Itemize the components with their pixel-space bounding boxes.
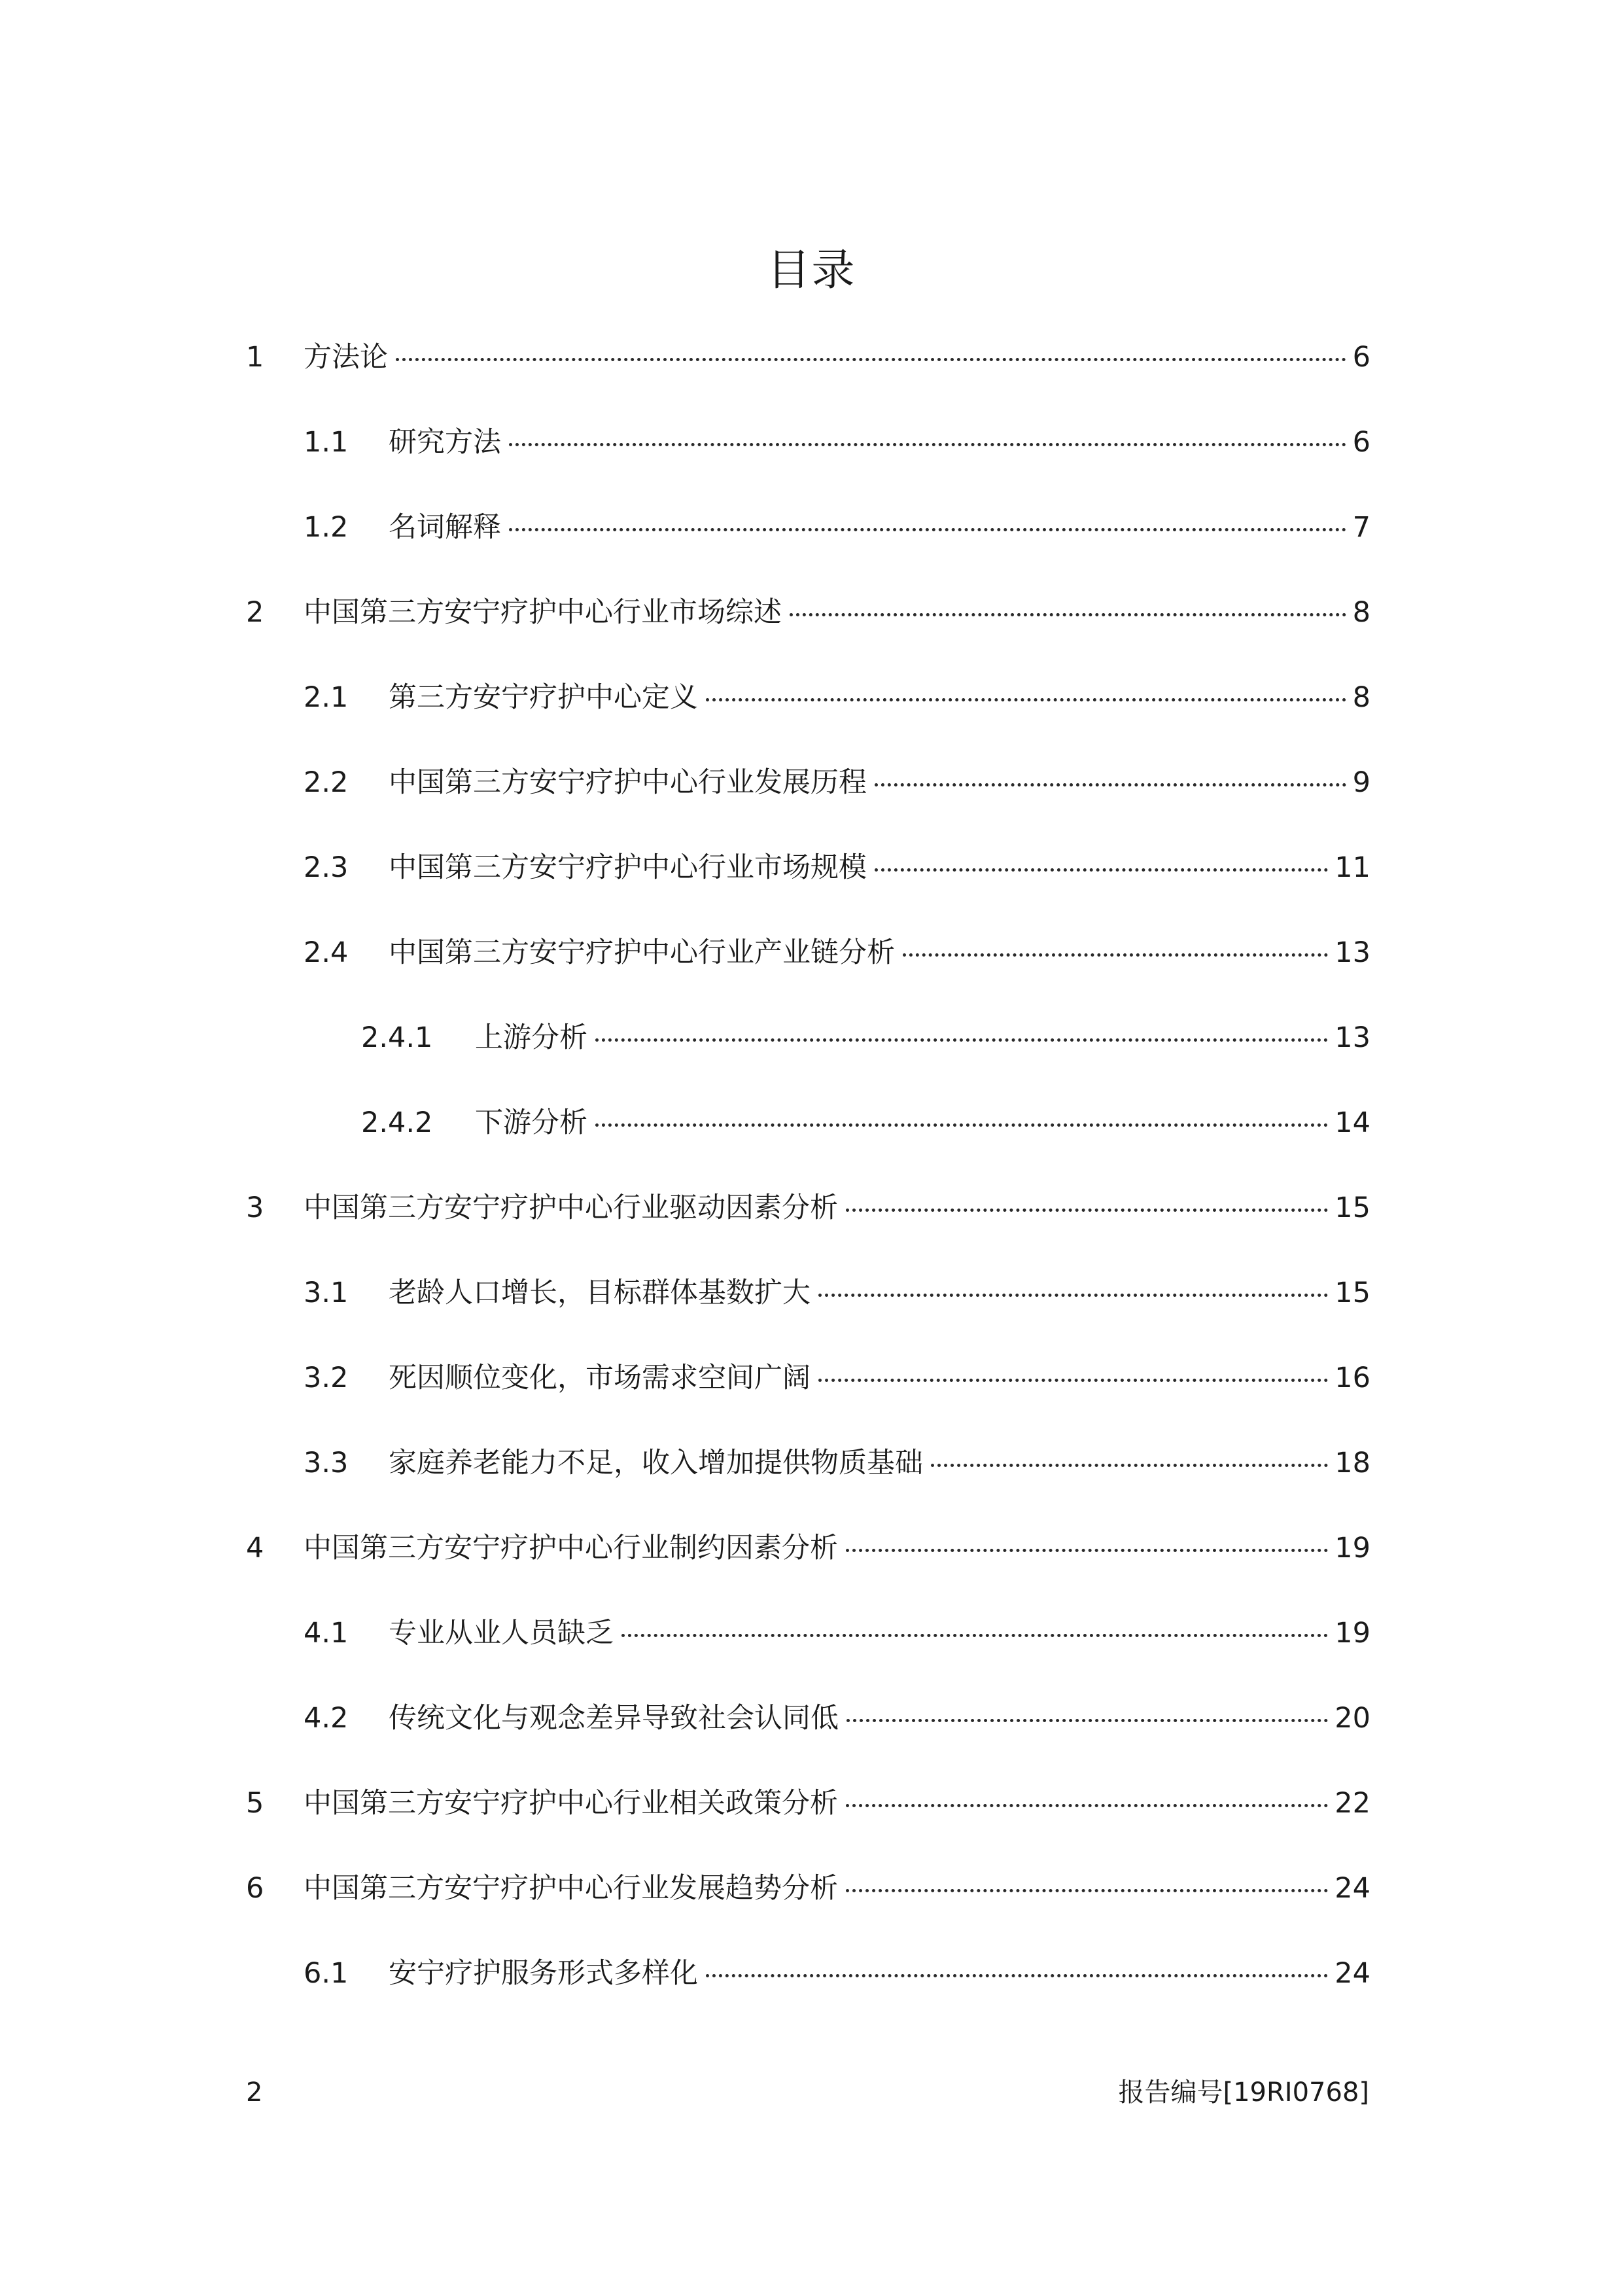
toc-title: 传统文化与观念差异导致社会认同低 [389,1702,839,1735]
dot-leader [903,953,1328,957]
toc-number: 2.4.1 [361,1021,433,1054]
toc-entry-4-1[interactable] [0,1614,1623,1653]
toc-entry-2[interactable] [0,593,1623,632]
toc-title: 名词解释 [389,511,501,544]
toc-title: 第三方安宁疗护中心定义 [389,681,698,714]
toc-entry-4-2[interactable] [0,1699,1623,1738]
toc-title: 方法论 [304,341,388,374]
toc-title: 中国第三方安宁疗护中心行业产业链分析 [389,936,895,969]
toc-page-number: 15 [1335,1277,1370,1309]
toc-entry-6-1[interactable] [0,1954,1623,1993]
page-title: 目录 [767,245,856,295]
toc-page-number: 15 [1335,1192,1370,1224]
toc-number: 2 [246,596,264,629]
toc-number: 1.1 [304,426,349,459]
toc-title: 安宁疗护服务形式多样化 [389,1957,698,1990]
toc-number: 2.3 [304,851,349,884]
toc-number: 6 [246,1872,264,1905]
toc-title: 中国第三方安宁疗护中心行业相关政策分析 [304,1787,838,1820]
toc-number: 1 [246,341,264,374]
toc-entry-6[interactable] [0,1869,1623,1908]
toc-number: 2.4 [304,936,349,969]
toc-page-number: 18 [1335,1447,1370,1479]
toc-entry-1[interactable] [0,338,1623,377]
toc-page-number: 19 [1335,1532,1370,1564]
toc-number: 3.1 [304,1277,349,1309]
dot-leader [875,783,1346,786]
dot-leader [396,358,1346,361]
toc-number: 4 [246,1532,264,1564]
toc-number: 4.1 [304,1617,349,1650]
toc-page-number: 24 [1335,1872,1370,1905]
toc-number: 3.2 [304,1362,349,1394]
toc-page-number: 19 [1335,1617,1370,1650]
toc-entry-3-2[interactable] [0,1358,1623,1398]
toc-entry-1-1[interactable] [0,423,1623,462]
toc-entry-3-1[interactable] [0,1273,1623,1313]
toc-number: 2.2 [304,766,349,799]
toc-page-number: 22 [1335,1787,1370,1820]
toc-entry-4[interactable] [0,1528,1623,1568]
dot-leader [846,1549,1328,1552]
toc-entry-2-1[interactable] [0,678,1623,717]
dot-leader [875,868,1328,872]
toc-page-number: 8 [1352,681,1370,714]
toc-page-number: 14 [1335,1106,1370,1139]
dot-leader [846,1804,1328,1807]
dot-leader [846,1209,1328,1212]
toc-title: 中国第三方安宁疗护中心行业市场规模 [389,851,867,884]
toc-title: 中国第三方安宁疗护中心行业制约因素分析 [304,1532,838,1564]
toc-number: 2.1 [304,681,349,714]
toc-title: 下游分析 [475,1106,587,1139]
dot-leader [818,1379,1328,1382]
toc-title: 中国第三方安宁疗护中心行业发展历程 [389,766,867,799]
toc-title: 中国第三方安宁疗护中心行业市场综述 [304,596,782,629]
dot-leader [931,1464,1328,1467]
toc-number: 1.2 [304,511,349,544]
toc-entry-2-4-1[interactable] [0,1018,1623,1057]
dot-leader [509,528,1346,531]
dot-leader [818,1294,1328,1297]
toc-page-number: 13 [1335,936,1370,969]
toc-title: 专业从业人员缺乏 [389,1617,614,1650]
toc-entry-2-3[interactable] [0,848,1623,887]
toc-title: 死因顺位变化，市场需求空间广阔 [389,1362,811,1394]
dot-leader [790,613,1346,616]
toc-title: 研究方法 [389,426,501,459]
toc-page-number: 7 [1352,511,1370,544]
footer-page-number: 2 [246,2077,263,2108]
toc-title: 家庭养老能力不足，收入增加提供物质基础 [389,1447,923,1479]
toc-number: 3 [246,1192,264,1224]
dot-leader [595,1123,1328,1127]
dot-leader [706,698,1346,701]
dot-leader [621,1634,1328,1637]
dot-leader [595,1038,1328,1042]
toc-entry-1-2[interactable] [0,508,1623,547]
toc-number: 2.4.2 [361,1106,433,1139]
toc-number: 6.1 [304,1957,349,1990]
toc-title: 老龄人口增长，目标群体基数扩大 [389,1277,811,1309]
toc-page-number: 20 [1335,1702,1370,1735]
toc-page-number: 8 [1352,596,1370,629]
toc-number: 5 [246,1787,264,1820]
dot-leader [706,1974,1328,1977]
dot-leader [846,1719,1328,1722]
toc-entry-3-3[interactable] [0,1443,1623,1483]
toc-entry-2-4-2[interactable] [0,1103,1623,1142]
toc-entry-2-2[interactable] [0,763,1623,802]
toc-page-number: 24 [1335,1957,1370,1990]
toc-entry-2-4[interactable] [0,933,1623,972]
toc-page-number: 13 [1335,1021,1370,1054]
toc-entry-5[interactable] [0,1784,1623,1823]
toc-title: 中国第三方安宁疗护中心行业驱动因素分析 [304,1192,838,1224]
toc-number: 4.2 [304,1702,349,1735]
toc-number: 3.3 [304,1447,349,1479]
dot-leader [509,443,1346,446]
toc-page-number: 9 [1352,766,1370,799]
footer-report-id: 报告编号[19RI0768] [1118,2077,1369,2108]
dot-leader [846,1889,1328,1892]
toc-title: 中国第三方安宁疗护中心行业发展趋势分析 [304,1872,838,1905]
toc-page-number: 6 [1352,341,1370,374]
toc-page-number: 11 [1335,851,1370,884]
toc-entry-3[interactable] [0,1188,1623,1227]
toc-title: 上游分析 [475,1021,587,1054]
toc-page-number: 16 [1335,1362,1370,1394]
toc-page-number: 6 [1352,426,1370,459]
